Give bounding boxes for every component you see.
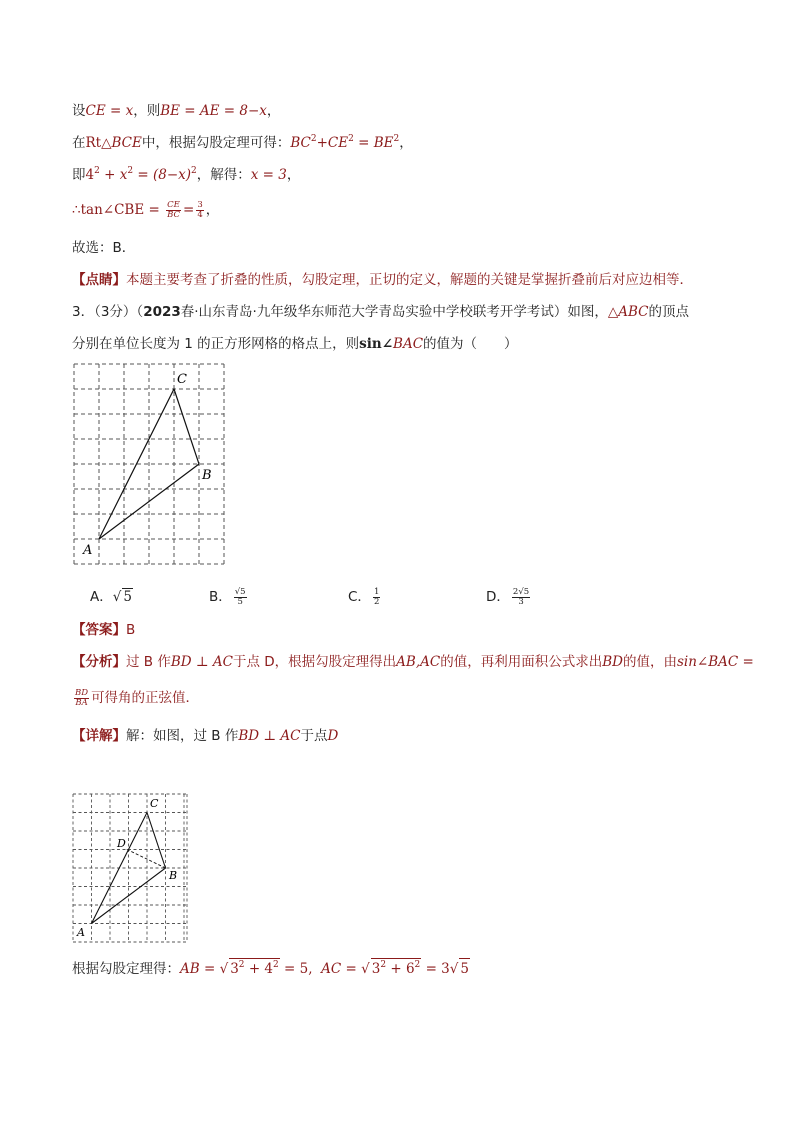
text: 的顶点 [648,304,689,320]
math: = (8−x) [137,167,192,183]
math: D [327,728,339,744]
figure-1-triangle-grid [60,358,240,568]
option-value: $\frac{√5}{5}$ [234,586,246,607]
analysis-tag: 【分析】 [72,654,126,670]
text: 根据勾股定理得： [72,961,180,977]
answer-tag: 【答案】 [72,622,126,638]
text: 在 [72,135,86,151]
sqrt-ab: √ $3^2 + 4^2$ [219,960,279,977]
analysis-line-1 [72,652,754,672]
tip-line [72,270,693,290]
solution-line-2 [72,133,413,153]
option-label: C． [348,589,371,605]
analysis-line-2 [72,688,199,708]
math: CE = x [85,103,134,119]
tip-text: 本题主要考查了折叠的性质，勾股定理，正切的定义，解题的关键是掌握折叠前后对应边相等． [126,272,693,288]
math: BCE [111,135,142,151]
detail-line [72,726,338,746]
text: 的值为（ ） [423,336,518,352]
final-line [72,958,470,979]
answer-choice-line: 故选：B． [72,240,136,256]
text: 中，根据勾股定理可得： [141,135,291,151]
text: ， [399,135,413,151]
text: ， [266,103,281,119]
sqrt-ac: √ $3^2 + 6^2$ [361,960,421,977]
label-a: A [77,926,85,939]
answer-value: B [126,622,136,638]
sqrt-5: √ 5 [450,961,470,977]
option-c[interactable] [348,585,382,607]
exponent: 2 [191,166,197,176]
detail-tag: 【详解】 [72,728,126,744]
math: Rt [85,135,102,151]
solution-line-4 [72,200,219,220]
solution-line-3 [72,165,300,185]
option-value: √ 5 [112,589,132,605]
text: 设 [72,103,86,119]
option-d[interactable] [486,585,532,607]
math: x = 3 [250,167,287,183]
fraction-bd-ba: $\frac{BD}{BA}$ [75,687,89,708]
figure-2-triangle-with-altitude [66,788,196,948]
fraction-ce-bc: $\frac{CE}{BC}$ [167,199,180,220]
math: sin∠ [359,336,394,352]
exponent: 2 [127,166,134,176]
label-b: B [169,869,178,882]
math: ∴tan∠CBE = [72,202,160,218]
math: 4 [85,167,95,183]
grid [74,364,224,564]
math: AC = [321,961,357,977]
exponent: 2 [94,166,100,176]
text: 于点 [300,728,328,744]
text: ，则 [133,103,161,119]
math: = [183,202,195,218]
math: BD [602,654,623,670]
text: 即 [72,167,86,183]
math: BD ⊥ AC [238,728,301,744]
math: + x [104,167,128,183]
text: 3．（3分）（ [72,304,144,320]
text: 春·山东青岛·九年级华东师范大学青岛实验中学校联考开学考试）如图， [180,304,608,320]
math: △ABC [607,304,649,320]
answer-line [72,620,135,640]
year: 2023 [143,304,181,320]
fraction-3-4: $\frac{3}{4}$ [197,199,203,220]
text: 的值，再利用面积公式求出 [440,654,603,670]
triangle-symbol: △ [101,135,112,151]
option-a[interactable] [90,585,133,605]
tip-tag: 【点睛】 [72,272,126,288]
text: 解：如图，过 B 作 [126,728,239,744]
math: BC [290,135,311,151]
math: BAC [393,336,424,352]
math: AB = [180,961,216,977]
math: = 5, [284,961,313,977]
math: = BE [358,135,394,151]
option-b[interactable] [209,585,249,607]
math: BE = AE = 8−x [160,103,267,119]
text: 于点 D，根据勾股定理得出 [232,654,397,670]
text: 分别在单位长度为 1 的正方形网格的格点上，则 [72,336,360,352]
option-value: $\frac{2√5}{3}$ [512,586,530,607]
solution-line-1 [72,101,280,121]
option-label: B． [209,589,232,605]
option-label: D． [486,589,510,605]
text: 过 B 作 [126,654,171,670]
text: ，解得： [196,167,251,183]
grid [73,794,187,942]
label-d: D [117,837,126,850]
text: 的值，由 [622,654,677,670]
label-c: C [150,797,159,810]
math: +CE [316,135,349,151]
question-3-line-2 [72,334,518,354]
option-label: A． [90,589,113,605]
exponent: 2 [348,134,354,144]
text: 可得角的正弦值． [91,690,200,706]
text: ， [286,167,301,183]
math: BD ⊥ AC [170,654,233,670]
math: = 3 [425,961,450,977]
exponent: 2 [310,134,317,144]
exponent: 2 [393,134,400,144]
text: ， [205,202,220,218]
math: sin∠BAC = [676,654,754,670]
question-3-line-1 [72,302,689,322]
math: AB,AC [396,654,441,670]
label-c: C [177,372,187,387]
label-b: B [202,468,212,483]
option-value: $\frac{1}{2}$ [373,586,380,607]
label-a: A [83,543,93,558]
